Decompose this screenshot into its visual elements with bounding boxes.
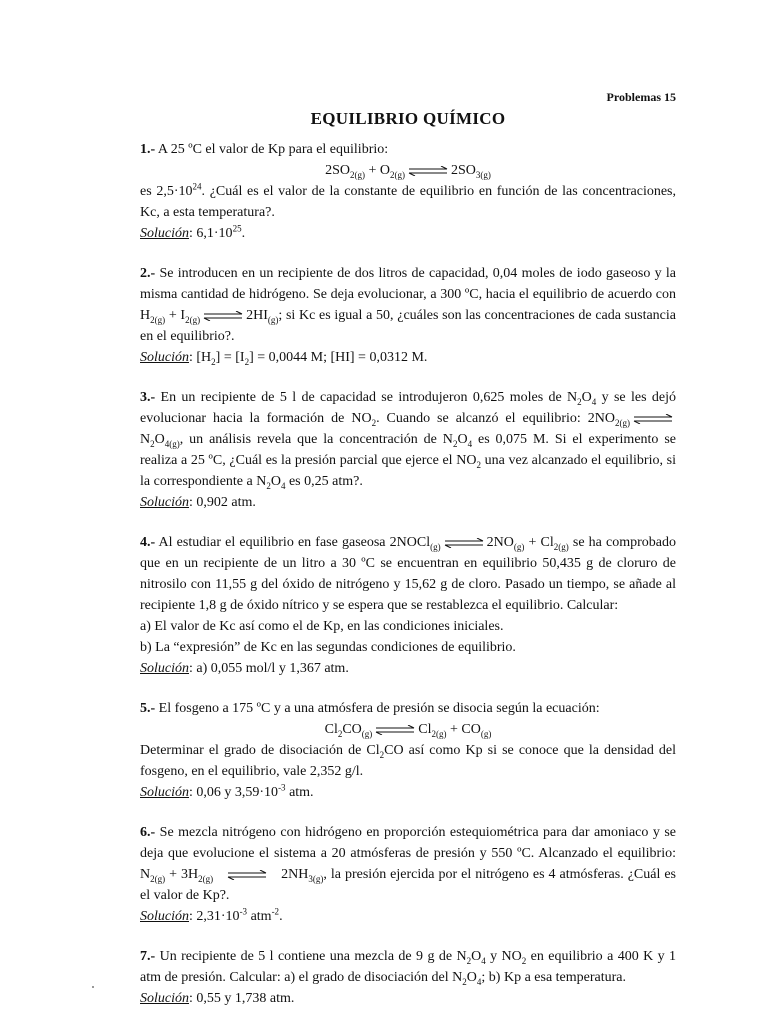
problem-number: 5.- bbox=[140, 701, 156, 716]
solution-5: Solución: 0,06 y $3,59\cdot 10^{-3}$ atm. bbox=[140, 782, 314, 800]
problem-2 bbox=[140, 263, 676, 368]
solution-6: Solución: $2,31\cdot 10^{-3}$ atm$^{-2}$. bbox=[140, 906, 283, 924]
problem-4-item-a: a) El valor de Kc así como el de Kp, en las condiciones iniciales. bbox=[140, 619, 504, 634]
problem-1-intro: 1.- A 25 ºC el valor de Kp para el equilibrio: bbox=[140, 142, 389, 157]
equilibrium-arrow-icon bbox=[375, 725, 415, 735]
problem-number: 2.- bbox=[140, 266, 156, 281]
problem-5-intro: 5.- El fosgeno a 175 ºC y a una atmósfera de presión se disocia según la ecuación: bbox=[140, 701, 600, 716]
equilibrium-arrow-icon bbox=[408, 166, 448, 176]
problem-5-text: Determinar el grado de disociación de $Cl_2CO$ así como Kp si se conoce que la densidad del fosgeno, en el equilibrio, vale 2,352 g/l. bbox=[140, 743, 677, 779]
problem-7 bbox=[140, 946, 676, 1009]
equation-5: $Cl_2CO_{(g)}$ $Cl_{2(g)} + CO_{(g)}$ bbox=[324, 722, 492, 739]
solution-2: Solución: $[H_2] = [I_2] = 0,0044$ M; [HI] = 0,0312 M. bbox=[140, 350, 428, 367]
problem-6 bbox=[140, 822, 676, 927]
solution-4: Solución: a) 0,055 mol/l y 1,367 atm. bbox=[140, 661, 349, 676]
equilibrium-arrow-icon bbox=[203, 311, 243, 321]
document-page bbox=[140, 88, 676, 1028]
problem-1 bbox=[140, 139, 676, 244]
problem-3-text: 3.- En un recipiente de 5 l de capacidad se introdujeron 0,625 moles de $N_2O_4$ y se les dejó evolucionar hacia la formación de $NO_2$. Cuando se alcanzó el equilibrio: $2NO_{2(g)}$ $N_2O_{4(g)}$, un análisis revela que la concentración de $N_2O_4$ es 0,075 M. Si el experimento se realiza a 25 ºC, ¿Cuál es la presión parcial que ejerce el $NO_2$ una vez alcanzado el equilibrio, si la correspondiente a $N_2O_4$ es 0,25 atm?. bbox=[140, 390, 677, 491]
equation-1: $2SO_{2(g)} + O_{2(g)}$ $2SO_{3(g)}$ bbox=[325, 163, 491, 180]
equilibrium-arrow-icon bbox=[227, 870, 267, 880]
equilibrium-arrow-icon bbox=[633, 414, 673, 424]
solution-1: Solución: $6,1\cdot 10^{25}$. bbox=[140, 223, 246, 241]
solution-7: Solución: 0,55 y 1,738 atm. bbox=[140, 991, 295, 1006]
solution-3: Solución: 0,902 atm. bbox=[140, 495, 256, 510]
problem-4 bbox=[140, 532, 676, 679]
problem-number: 4.- bbox=[140, 535, 156, 550]
problem-number: 7.- bbox=[140, 949, 156, 964]
problem-number: 3.- bbox=[140, 390, 156, 405]
problem-6-text: 6.- Se mezcla nitrógeno con hidrógeno en proporción estequiométrica para dar amoniaco y se deja que evolucione el sistema a 20 atmósferas de presión y 550 ºC. Alcanzado el equilibrio: $N_{2(g)} + 3H_{2(g)}$ $2NH_{3(g)}$, la presión ejercida por el nitrógeno es 4 atmósferas. ¿Cuál es el valor de Kp?. bbox=[140, 825, 677, 903]
problem-4-item-b: b) La “expresión” de Kc en las segundas condiciones de equilibrio. bbox=[140, 640, 516, 655]
problem-3 bbox=[140, 387, 676, 513]
problem-5 bbox=[140, 698, 676, 803]
problem-4-text: 4.- Al estudiar el equilibrio en fase gaseosa 2NOCl$_{(g)}$ $2NO_{(g)} + Cl_{2(g)}$ se ha comprobado que en un recipiente de un litro a 30 ºC se encuentran en equilibrio 50,435 g de cloruro de nitrosilo con 11,55 g del óxido de nitrógeno y 15,62 g de cloro. Pasado un tiempo, se añade al recipiente 1,8 g de óxido nítrico y se espera que se restablezca el equilibrio. Calcular: bbox=[140, 535, 677, 613]
problem-number: 1.- bbox=[140, 142, 156, 157]
header-label: Problemas 15 bbox=[606, 90, 676, 104]
problem-7-text: 7.- Un recipiente de 5 l contiene una mezcla de 9 g de $N_2O_4$ y $NO_2$ en equilibrio a 400 K y 1 atm de presión. Calcular: a) el grado de disociación del $N_2O_4$; b) Kp a esa temperatura. bbox=[140, 949, 676, 987]
scan-dot bbox=[92, 986, 94, 988]
problem-1-text: es $2,5\cdot 10^{24}$. ¿Cuál es el valor de la constante de equilibrio en función de las concentraciones, Kc, a esta temperatura?. bbox=[140, 181, 676, 220]
page-title: EQUILIBRIO QUÍMICO bbox=[310, 109, 506, 128]
problem-number: 6.- bbox=[140, 825, 156, 840]
problem-2-text: 2.- Se introducen en un recipiente de dos litros de capacidad, 0,04 moles de iodo gaseoso y la misma cantidad de hidrógeno. Se deja evolucionar, a 300 ºC, hacia el equilibrio de acuerdo con $H_{2(g)} + I_{2(g)}$ $2HI_{(g)}$; si Kc es igual a 50, ¿cuáles son las concentraciones de cada sustancia en el equilibrio?. bbox=[140, 266, 677, 344]
equilibrium-arrow-icon bbox=[444, 538, 484, 548]
